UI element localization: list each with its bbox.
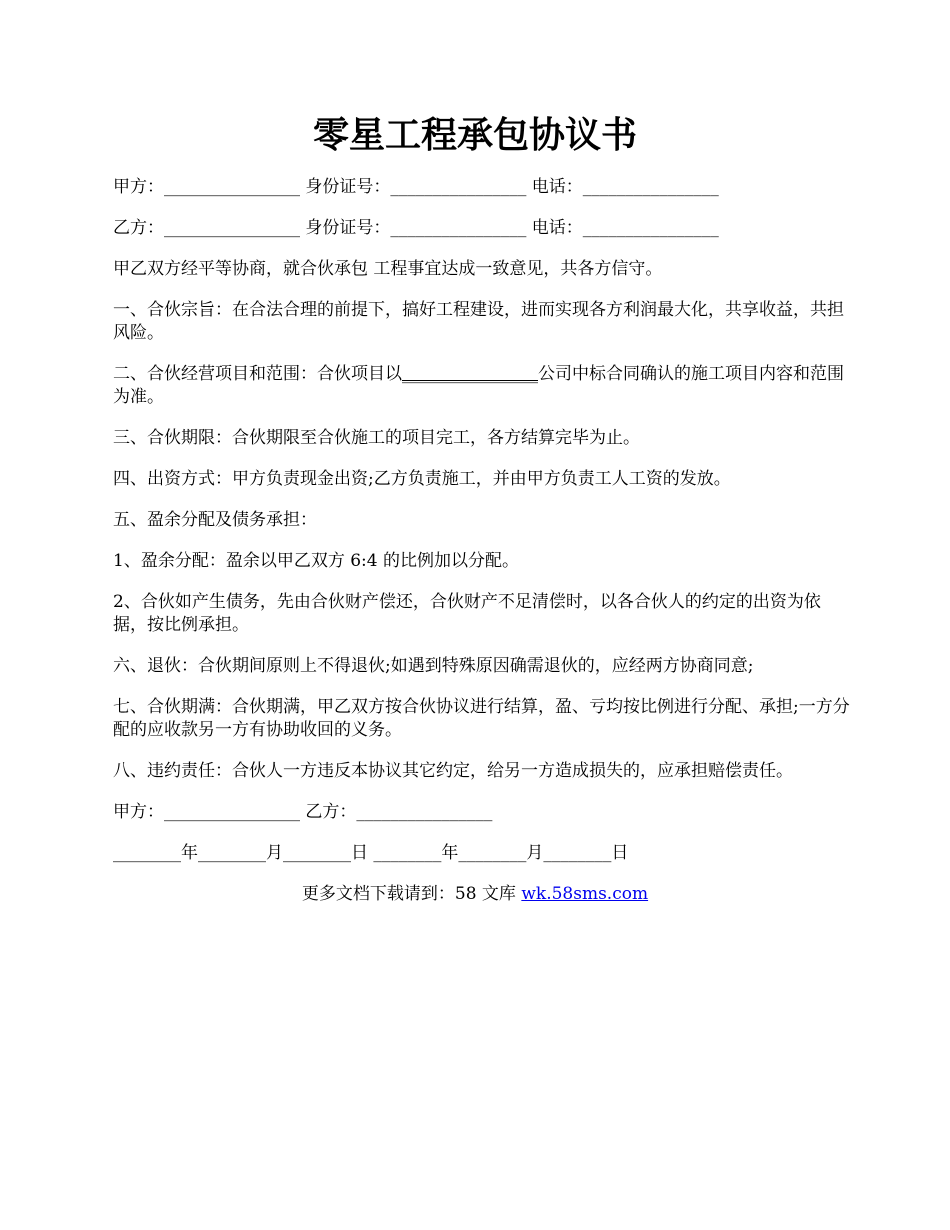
clause-4: 四、出资方式：甲方负责现金出资;乙方负责施工，并由甲方负责工人工资的发放。 <box>113 469 731 489</box>
party-b-line: 乙方：________________ 身份证号：________________ 电话：________________ <box>113 218 719 238</box>
clause-5-2: 2、合伙如产生债务，先由合伙财产偿还，合伙财产不足清偿时，以各合伙人的约定的出资为依据，按比例承担。 <box>113 592 821 635</box>
clause-1: 一、合伙宗旨：在合法合理的前提下，搞好工程建设，进而实现各方利润最大化，共享收益，共担风险。 <box>113 300 844 343</box>
clause-8: 八、违约责任：合伙人一方违反本协议其它约定，给另一方造成损失的，应承担赔偿责任。 <box>113 761 793 781</box>
clause-2-after: 公司中标合同确认的施工项目内容和范围为准。 <box>113 364 844 407</box>
clause-6: 六、退伙：合伙期间原则上不得退伙;如遇到特殊原因确需退伙的，应经两方协商同意; <box>113 656 754 676</box>
footer-link[interactable]: wk.58sms.com <box>521 884 649 904</box>
clause-5-1: 1、盈余分配：盈余以甲乙双方 6:4 的比例加以分配。 <box>113 551 519 571</box>
clause-7: 七、合伙期满：合伙期满，甲乙双方按合伙协议进行结算，盈、亏均按比例进行分配、承担;一方分配的应收款另一方有协助收回的义务。 <box>113 697 850 740</box>
date-line: ________年________月________日 ________年________月________日 <box>113 843 629 863</box>
party-a-line: 甲方：________________ 身份证号：________________ 电话：________________ <box>113 177 719 197</box>
footer-text: 更多文档下载请到：58 文库 <box>301 884 522 904</box>
clause-2 <box>113 363 850 409</box>
signature-line: 甲方：________________ 乙方：________________ <box>113 802 493 822</box>
intro-paragraph: 甲乙双方经平等协商，就合伙承包 工程事宜达成一致意见，共各方信守。 <box>113 259 663 279</box>
clause-5: 五、盈余分配及债务承担： <box>113 510 317 530</box>
footer <box>100 883 850 906</box>
clause-3: 三、合伙期限：合伙期限至合伙施工的项目完工，各方结算完毕为止。 <box>113 428 640 448</box>
clause-2-before: 二、合伙经营项目和范围：合伙项目以 <box>113 364 402 384</box>
clause-2-blank: ________________ <box>402 364 538 384</box>
document-title: 零星工程承包协议书 <box>312 114 637 156</box>
